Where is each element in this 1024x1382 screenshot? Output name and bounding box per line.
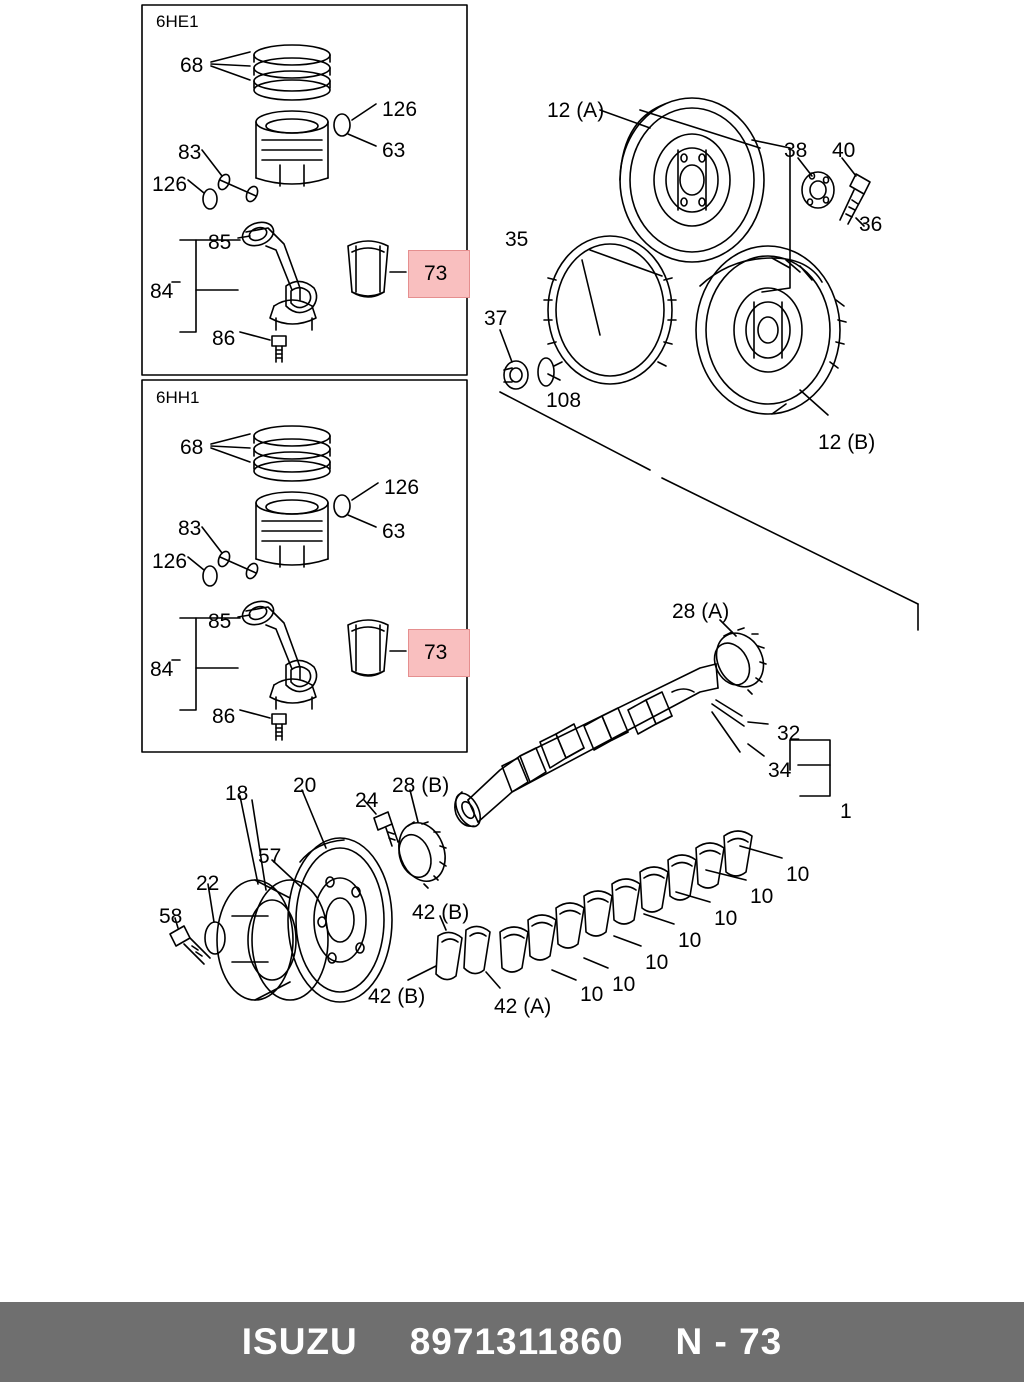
footer-bar [0, 1302, 1024, 1382]
callout-108: 108 [546, 389, 582, 412]
callout-63-a: 63 [382, 139, 406, 162]
callout-84-a: 84 [150, 280, 174, 303]
callout-83-a: 83 [178, 141, 202, 164]
callout-12a: 12 (A) [547, 99, 605, 122]
callout-10-5: 10 [645, 951, 669, 974]
callout-83-b: 83 [178, 517, 202, 540]
callout-38: 38 [784, 139, 808, 162]
callout-10-4: 10 [678, 929, 702, 952]
callout-86-b: 86 [212, 705, 236, 728]
callout-10-2: 10 [750, 885, 774, 908]
panel-label-6he1: 6HE1 [156, 12, 199, 31]
callout-42b-2: 42 (B) [368, 985, 426, 1008]
callout-126-a: 126 [382, 98, 418, 121]
callout-10-6: 10 [612, 973, 636, 996]
part-number: 8971311860 [409, 1321, 624, 1362]
callout-42a: 42 (A) [494, 995, 552, 1018]
callout-36: 36 [859, 213, 883, 236]
callout-28a: 28 (A) [672, 600, 730, 623]
panel-label-6hh1: 6HH1 [156, 388, 200, 407]
page-code: N - 73 [675, 1321, 783, 1362]
callout-85-b: 85 [208, 610, 232, 633]
callout-63-b: 63 [382, 520, 406, 543]
callout-10-7: 10 [580, 983, 604, 1006]
callout-73-b: 73 [424, 641, 448, 664]
brand-label: ISUZU [241, 1321, 358, 1362]
callout-85-a: 85 [208, 231, 232, 254]
callout-40: 40 [832, 139, 856, 162]
callout-84-b: 84 [150, 658, 174, 681]
callout-18: 18 [225, 782, 249, 805]
callout-24: 24 [355, 789, 379, 812]
callout-10-3: 10 [714, 907, 738, 930]
callout-37: 37 [484, 307, 508, 330]
callout-1: 1 [840, 800, 852, 823]
callout-34: 34 [768, 759, 792, 782]
callout-126-b: 126 [152, 173, 188, 196]
callout-20: 20 [293, 774, 317, 797]
callout-28b: 28 (B) [392, 774, 450, 797]
callout-73-a: 73 [424, 262, 448, 285]
callout-22: 22 [196, 872, 220, 895]
callout-126-d: 126 [152, 550, 188, 573]
callout-10-1: 10 [786, 863, 810, 886]
callout-57: 57 [258, 845, 282, 868]
callout-86-a: 86 [212, 327, 236, 350]
callout-42b-1: 42 (B) [412, 901, 470, 924]
callout-68-b: 68 [180, 436, 204, 459]
callout-32: 32 [777, 722, 801, 745]
callout-12b: 12 (B) [818, 431, 876, 454]
callout-35: 35 [505, 228, 529, 251]
callout-58: 58 [159, 905, 183, 928]
callout-68-a: 68 [180, 54, 204, 77]
callout-126-c: 126 [384, 476, 420, 499]
